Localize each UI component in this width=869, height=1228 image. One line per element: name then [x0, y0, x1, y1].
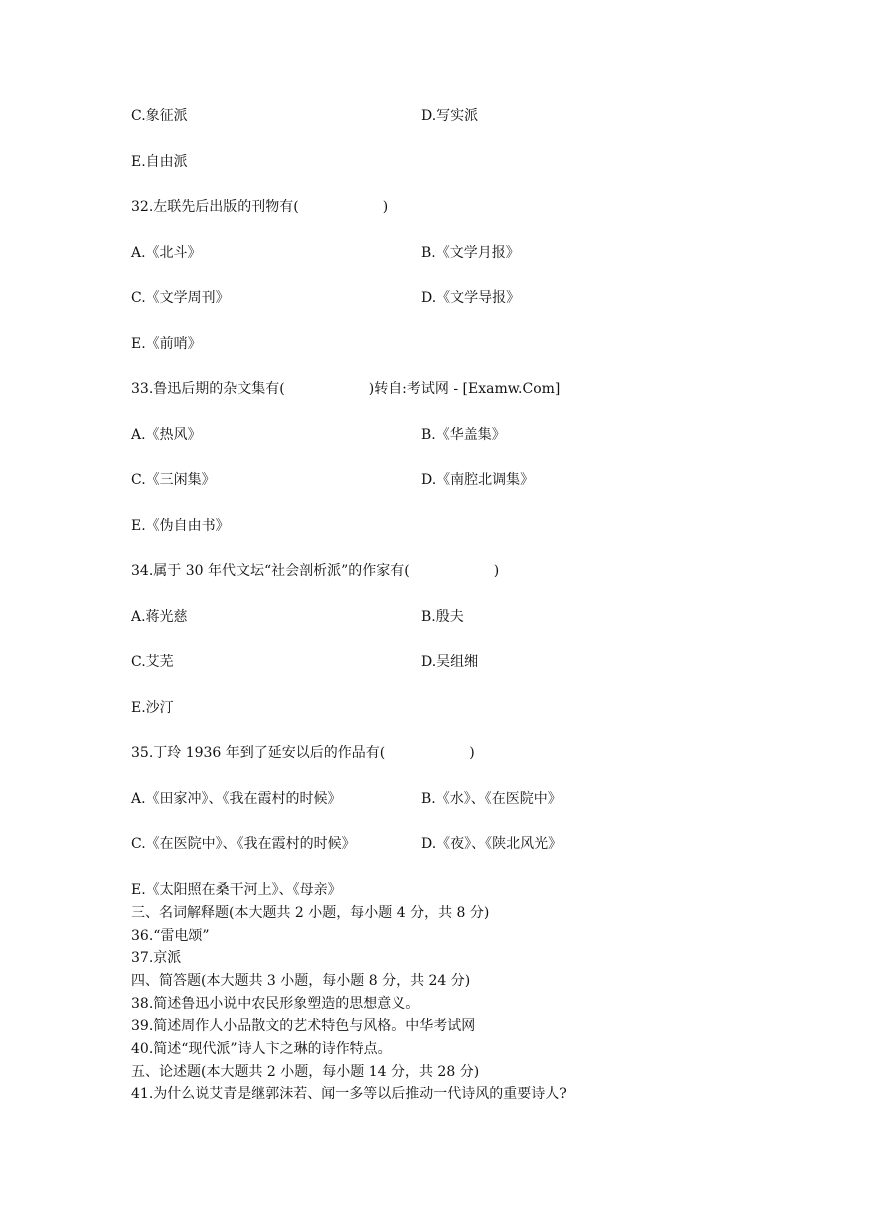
question-34-stem: 34.属于 30 年代文坛“社会剖析派”的作家有( ) [131, 563, 500, 579]
question-32-stem: 32.左联先后出版的刊物有( ) [131, 199, 389, 215]
option-d: D.写实派 [421, 108, 479, 124]
option-a: A.《北斗》 [131, 245, 202, 261]
option-e: E.《伪自由书》 [131, 518, 230, 534]
option-e: E.沙汀 [131, 700, 174, 716]
option-d: D.《文学导报》 [421, 290, 521, 306]
section-heading: 五、论述题(本大题共 2 小题，每小题 14 分，共 28 分) [131, 1064, 480, 1080]
option-c: C.《三闲集》 [131, 472, 216, 488]
option-c: C.《在医院中》、《我在霞村的时候》 [131, 836, 356, 852]
option-d: D.《夜》、《陕北风光》 [421, 836, 563, 852]
question-35-stem: 35.丁玲 1936 年到了延安以后的作品有( ) [131, 745, 475, 761]
option-a: A.蒋光慈 [131, 609, 188, 625]
question-33-stem: 33.鲁迅后期的杂文集有( )转自:考试网 - [Examw.Com] [131, 381, 561, 397]
option-a: A.《田家冲》、《我在霞村的时候》 [131, 791, 342, 807]
option-d: D.《南腔北调集》 [421, 472, 535, 488]
question-40: 40.简述“现代派”诗人卞之琳的诗作特点。 [131, 1041, 392, 1057]
question-37: 37.京派 [131, 950, 182, 966]
option-c: C.艾芜 [131, 654, 174, 670]
section-heading: 三、名词解释题(本大题共 2 小题，每小题 4 分，共 8 分) [131, 905, 490, 921]
question-41: 41.为什么说艾青是继郭沫若、闻一多等以后推动一代诗风的重要诗人? [131, 1086, 567, 1102]
option-c: C.《文学周刊》 [131, 290, 230, 306]
option-a: A.《热风》 [131, 427, 202, 443]
option-e: E.自由派 [131, 154, 188, 170]
question-39: 39.简述周作人小品散文的艺术特色与风格。中华考试网 [131, 1018, 476, 1034]
option-b: B.《文学月报》 [421, 245, 520, 261]
option-c: C.象征派 [131, 108, 188, 124]
option-b: B.殷夫 [421, 609, 464, 625]
question-36: 36.“雷电颂” [131, 928, 210, 944]
option-b: B.《水》、《在医院中》 [421, 791, 562, 807]
option-b: B.《华盖集》 [421, 427, 506, 443]
option-d: D.吴组缃 [421, 654, 479, 670]
section-heading: 四、简答题(本大题共 3 小题，每小题 8 分，共 24 分) [131, 973, 471, 989]
question-38: 38.简述鲁迅小说中农民形象塑造的思想意义。 [131, 996, 420, 1012]
option-e: E.《前哨》 [131, 336, 202, 352]
option-e: E.《太阳照在桑干河上》、《母亲》 [131, 882, 342, 898]
